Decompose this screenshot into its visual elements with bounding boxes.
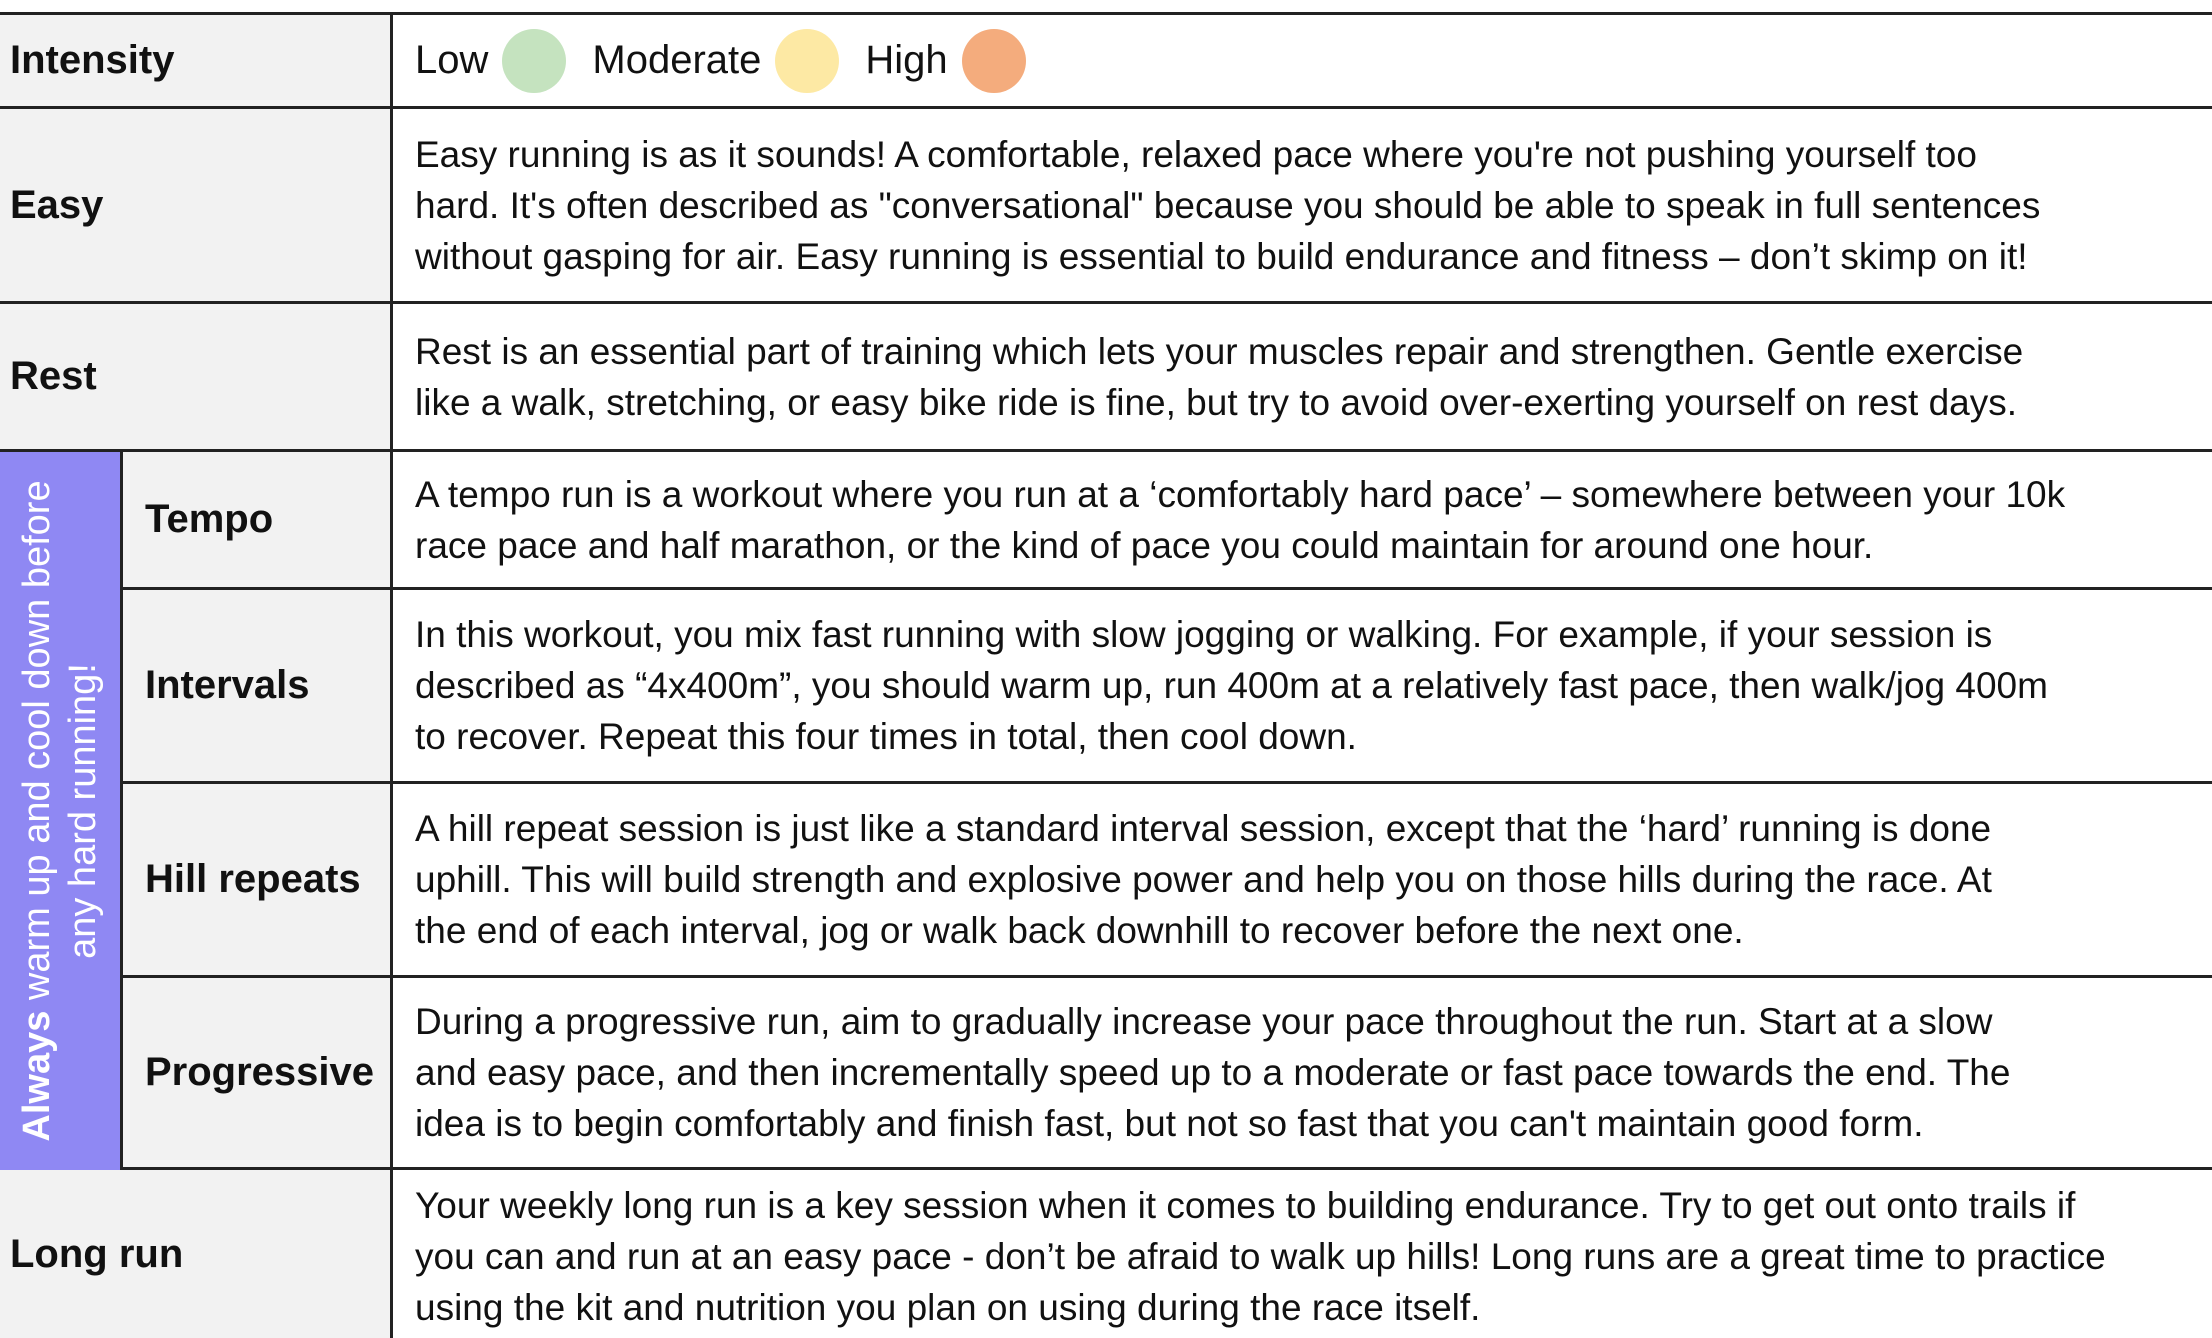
warmup-note-rest: warm up and cool down before any hard running! [16, 480, 104, 1011]
intervals-line-3: to recover. Repeat this four times in total, then cool down. [415, 716, 1357, 757]
long-run-description [393, 1170, 2212, 1338]
hill-repeats-line-1: A hill repeat session is just like a standard interval session, except that the ‘hard’ running is done [415, 808, 1992, 849]
tempo-line-2: race pace and half marathon, or the kind of pace you could maintain for around one hour. [415, 524, 1874, 566]
warmup-side-note [0, 452, 120, 1170]
intervals-description [393, 590, 2212, 781]
progressive-line-2: and easy pace, and then incrementally speed up to a moderate or fast pace towards the end. The [415, 1052, 2011, 1093]
rest-label: Rest [0, 304, 393, 449]
long-run-line-1: Your weekly long run is a key session when it comes to building endurance. Try to get out onto trails if [415, 1185, 2076, 1226]
progressive-label: Progressive [120, 978, 393, 1167]
easy-label: Easy [0, 109, 393, 301]
tempo-row [0, 452, 2212, 590]
tempo-label: Tempo [120, 452, 393, 587]
hill-repeats-line-3: the end of each interval, jog or walk back downhill to recover before the next one. [415, 910, 1744, 951]
easy-line-2: hard. It's often described as "conversational" because you should be able to speak in full sentences [415, 184, 2041, 226]
hill-repeats-description [393, 784, 2212, 975]
progressive-line-3: idea is to begin comfortably and finish fast, but not so fast that you can't maintain good form. [415, 1103, 1924, 1144]
intervals-label: Intervals [120, 590, 393, 781]
legend-moderate-label: Moderate [592, 38, 762, 82]
rest-description [393, 304, 2212, 449]
easy-line-1: Easy running is as it sounds! A comfortable, relaxed pace where you're not pushing yourself too [415, 133, 1977, 175]
long-run-line-3: using the kit and nutrition you plan on using during the race itself. [415, 1287, 1481, 1328]
hill-repeats-label: Hill repeats [120, 784, 393, 975]
rest-line-1: Rest is an essential part of training which lets your muscles repair and strengthen. Gentle exercise [415, 330, 2024, 372]
intensity-legend [393, 15, 2212, 106]
intensity-label: Intensity [0, 15, 393, 106]
low-intensity-dot [502, 29, 566, 93]
legend-high-label: High [865, 38, 948, 82]
warmup-note-text [14, 461, 106, 1161]
long-run-row [0, 1170, 2212, 1338]
long-run-line-2: you can and run at an easy pace - don’t be afraid to walk up hills! Long runs are a great time to practice [415, 1236, 2106, 1277]
moderate-intensity-dot [775, 29, 839, 93]
intervals-row [0, 590, 2212, 784]
legend-moderate [592, 29, 839, 93]
hill-repeats-row [0, 784, 2212, 978]
intervals-line-2: described as “4x400m”, you should warm up, run 400m at a relatively fast pace, then walk/jog 400m [415, 665, 2048, 706]
legend-high [865, 29, 1025, 93]
legend-low [415, 29, 566, 93]
warmup-note-bold: Always [16, 1010, 58, 1142]
tempo-description [393, 452, 2212, 587]
easy-description [393, 109, 2212, 301]
easy-line-3: without gasping for air. Easy running is essential to build endurance and fitness – don’t skimp on it! [415, 235, 2028, 277]
progressive-line-1: During a progressive run, aim to gradually increase your pace throughout the run. Start at a slow [415, 1001, 1993, 1042]
intervals-line-1: In this workout, you mix fast running with slow jogging or walking. For example, if your session is [415, 614, 1993, 655]
tempo-line-1: A tempo run is a workout where you run at a ‘comfortably hard pace’ – somewhere between your 10k [415, 473, 2066, 515]
progressive-description [393, 978, 2212, 1167]
rest-row [0, 304, 2212, 452]
high-intensity-dot [962, 29, 1026, 93]
hill-repeats-line-2: uphill. This will build strength and explosive power and help you on those hills during the race. At [415, 859, 1992, 900]
intensity-row [0, 15, 2212, 109]
long-run-label: Long run [0, 1170, 393, 1338]
rest-line-2: like a walk, stretching, or easy bike ride is fine, but try to avoid over-exerting yourself on rest days. [415, 381, 2018, 423]
legend-low-label: Low [415, 38, 489, 82]
easy-row [0, 109, 2212, 304]
progressive-row [0, 978, 2212, 1170]
